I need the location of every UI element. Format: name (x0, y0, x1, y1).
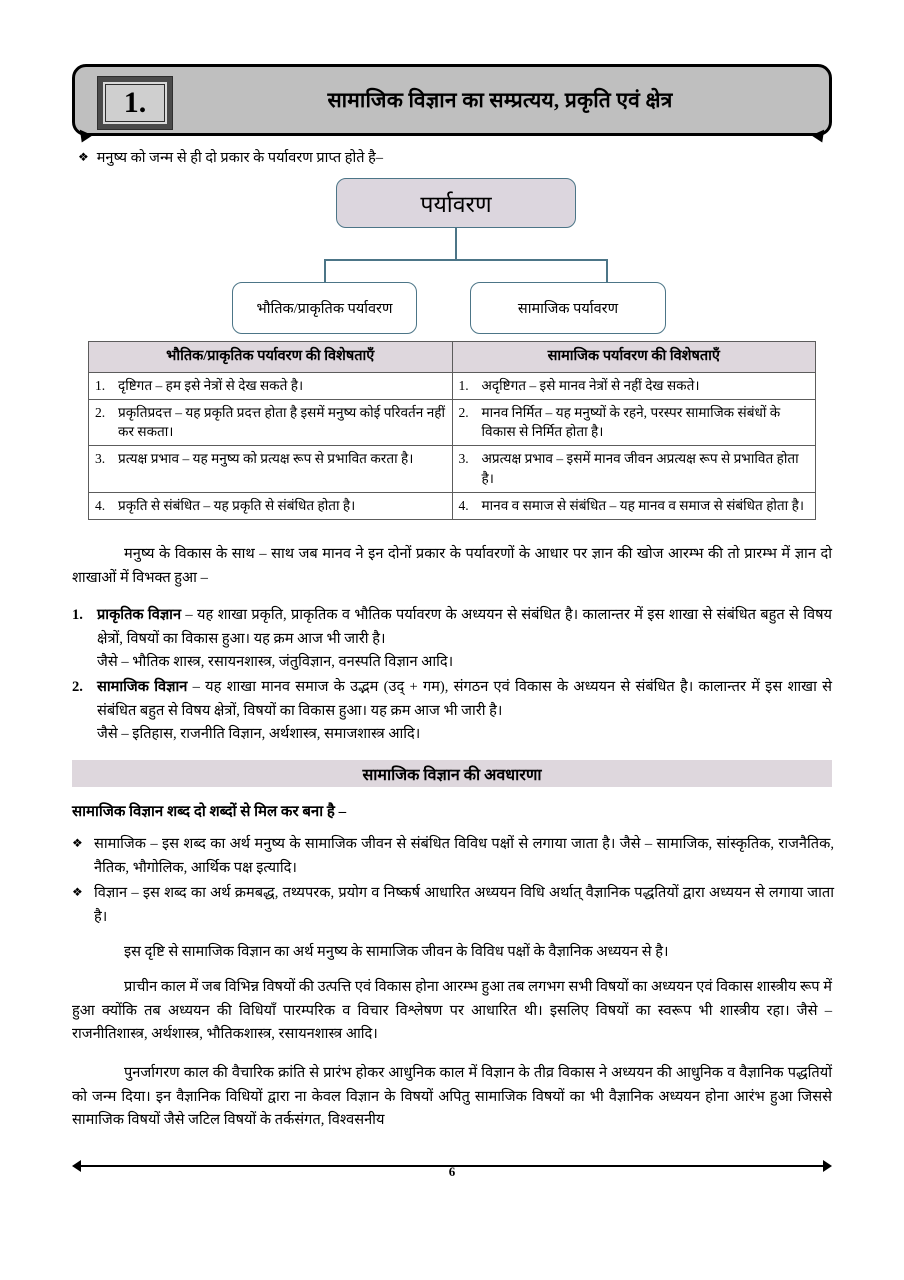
flowchart-horizontal-line (324, 259, 607, 261)
row-number: 2. (95, 404, 106, 420)
table-row (89, 493, 816, 520)
table-cell-right-1 (452, 372, 816, 399)
environment-flowchart (72, 178, 832, 336)
paragraph-meaning: इस दृष्टि से सामाजिक विज्ञान का अर्थ मनुष्य के सामाजिक जीवन के विविध पक्षों के वैज्ञानिक अध्ययन से है। (124, 944, 669, 960)
branch-text: – यह शाखा प्रकृति, प्राकृतिक व भौतिक पर्यावरण के अध्ययन से संबंधित है। कालान्तर में इस शाखा से संबंधित बहुत से विषय क्षेत्रों, विषयों का विकास हुआ। यह क्रम आज भी जारी है। (97, 607, 833, 647)
paragraph-renaissance: पुनर्जागरण काल की वैचारिक क्रांति से प्रारंभ होकर आधुनिक काल में विज्ञान के तीव्र विकास ने अध्ययन की आधुनिक व वैज्ञानिक पद्धतियों को जन्म दिया। इन वैज्ञानिक विधियों द्वारा ना केवल विज्ञान के विषयों अपितु सामाजिक विषयों का भी वैज्ञानिक अध्ययन होना आरंभ हुआ जिससे सामाजिक विषयों जैसे जटिल विषयों के तर्कसंगत, विश्वसनीय (72, 1065, 832, 1129)
knowledge-branch-list (72, 604, 832, 748)
row-number: 4. (95, 498, 106, 514)
word-part-text: विज्ञान – इस शब्द का अर्थ क्रमबद्ध, तथ्यपरक, प्रयोग व निष्कर्ष आधारित अध्ययन विधि अर्थात् वैज्ञानिक पद्धतियों द्वारा अध्ययन से लगाया जाता है। (94, 885, 834, 925)
branch-lead: प्राकृतिक विज्ञान (97, 607, 182, 623)
table-cell-right-4 (452, 493, 816, 520)
table-cell-left-2 (89, 399, 453, 446)
list-item (72, 833, 834, 880)
branch-number: 2. (72, 678, 83, 695)
chapter-number-box (97, 76, 173, 130)
table-cell-right-2 (452, 399, 816, 446)
comparison-table (88, 341, 816, 520)
branch-example: जैसे – इतिहास, राजनीति विज्ञान, अर्थशास्त्र, समाजशास्त्र आदि। (97, 726, 421, 743)
flowchart-stem-line (455, 228, 457, 260)
row-text: प्रकृति से संबंधित – यह प्रकृति से संबंधित होता है। (118, 498, 356, 514)
chapter-number: 1. (105, 84, 165, 122)
intro-bullet-text: मनुष्य को जन्म से ही दो प्रकार के पर्यावरण प्राप्त होते है– (96, 150, 384, 166)
section-heading: सामाजिक विज्ञान की अवधारणा (72, 760, 832, 787)
list-item (72, 676, 832, 747)
diamond-bullet-icon: ❖ (72, 836, 83, 850)
paragraph-ancient: प्राचीन काल में जब विभिन्न विषयों की उत्पत्ति एवं विकास होना आरम्भ हुआ तब लगभग सभी विषयों का अध्ययन एवं विकास शास्त्रीय रूप में हुआ क्योंकि तब अध्ययन की विधियाँ पारम्परिक व विचार विश्लेषण पर आधारित थी। इसलिए विषयों का स्वरूप भी शास्त्रीय रहा। जैसे – राजनीतिशास्त्र, अर्थशास्त्र, भौतिकशास्त्र, रसायनशास्त्र आदि। (72, 979, 832, 1043)
list-item (72, 882, 834, 929)
row-text: मानव व समाज से संबंधित – यह मानव व समाज से संबंधित होता है। (481, 498, 804, 514)
word-parts-list (72, 833, 834, 932)
row-text: दृष्टिगत – हम इसे नेत्रों से देख सकते है। (118, 377, 304, 393)
table-header-physical: भौतिक/प्राकृतिक पर्यावरण की विशेषताएँ (89, 342, 453, 373)
table-cell-left-4 (89, 493, 453, 520)
table-row (89, 399, 816, 446)
row-text: मानव निर्मित – यह मनुष्यों के रहने, परस्पर सामाजिक संबंधों के विकास से निर्मित होता है। (481, 404, 781, 440)
banner-body (72, 64, 832, 136)
table-cell-left-3 (89, 446, 453, 493)
word-part-text: सामाजिक – इस शब्द का अर्थ मनुष्य के सामाजिक जीवन से संबंधित विविध पक्षों से लगाया जाता है। जैसे – सामाजिक, सांस्कृतिक, राजनैतिक, नैतिक, भौगोलिक, आर्थिक पक्ष इत्यादि। (94, 836, 834, 876)
chapter-number-box-mid (102, 81, 168, 125)
intro-bullet (78, 148, 828, 169)
row-number: 3. (95, 451, 106, 467)
branch-example: जैसे – भौतिक शास्त्र, रसायनशास्त्र, जंतुविज्ञान, वनस्पति विज्ञान आदि। (97, 654, 454, 671)
table-header-social: सामाजिक पर्यावरण की विशेषताएँ (452, 342, 816, 373)
row-number: 2. (458, 404, 469, 420)
diamond-bullet-icon: ❖ (78, 150, 89, 164)
table-cell-left-1 (89, 372, 453, 399)
row-text: अप्रत्यक्ष प्रभाव – इसमें मानव जीवन अप्रत्यक्ष रूप से प्रभावित होता है। (481, 451, 799, 486)
chapter-title: सामाजिक विज्ञान का सम्प्रत्यय, प्रकृति एवं क्षेत्र (327, 88, 673, 112)
table-cell-right-3 (452, 446, 816, 493)
page-number: 6 (448, 1164, 456, 1179)
flowchart-node-social: सामाजिक पर्यावरण (470, 282, 666, 334)
branch-number: 1. (72, 607, 83, 623)
table-row (89, 446, 816, 493)
branch-body (97, 676, 832, 747)
table-row (89, 372, 816, 399)
flowchart-node-physical: भौतिक/प्राकृतिक पर्यावरण (232, 282, 417, 334)
section-intro: सामाजिक विज्ञान शब्द दो शब्दों से मिल कर बना है – (72, 804, 347, 820)
flowchart-drop-line-right (606, 259, 608, 283)
row-number: 3. (458, 451, 469, 467)
flowchart-root-node: पर्यावरण (336, 178, 576, 228)
chapter-banner (72, 64, 832, 136)
branch-body (97, 604, 832, 675)
row-text: प्रकृतिप्रदत्त – यह प्रकृति प्रदत्त होता है इसमें मनुष्य कोई परिवर्तन नहीं कर सकता। (118, 404, 446, 440)
diamond-bullet-icon: ❖ (72, 885, 83, 900)
row-number: 4. (458, 498, 469, 514)
branch-text: – यह शाखा मानव समाज के उद्भम (उद् + गम), संगठन एवं विकास के अध्ययन से संबंधित है। कालान्तर में इस शाखा से संबंधित बहुत से विषय क्षेत्रों, विषयों का विकास हुआ। यह क्रम आज भी जारी है। (97, 678, 832, 719)
branch-lead: सामाजिक विज्ञान (97, 678, 188, 695)
row-text: प्रत्यक्ष प्रभाव – यह मनुष्य को प्रत्यक्ष रूप से प्रभावित करता है। (118, 451, 414, 467)
row-number: 1. (458, 377, 469, 393)
flowchart-drop-line-left (324, 259, 326, 283)
row-text: अदृष्टिगत – इसे मानव नेत्रों से नहीं देख सकते। (481, 377, 700, 393)
paragraph-development: मनुष्य के विकास के साथ – साथ जब मानव ने इन दोनों प्रकार के पर्यावरणों के आधार पर ज्ञान की खोज आरम्भ की तो प्रारम्भ में ज्ञान दो शाखाओं में विभक्त हुआ – (72, 546, 832, 586)
table-header-row (89, 342, 816, 373)
list-item (72, 604, 832, 675)
row-number: 1. (95, 377, 106, 393)
